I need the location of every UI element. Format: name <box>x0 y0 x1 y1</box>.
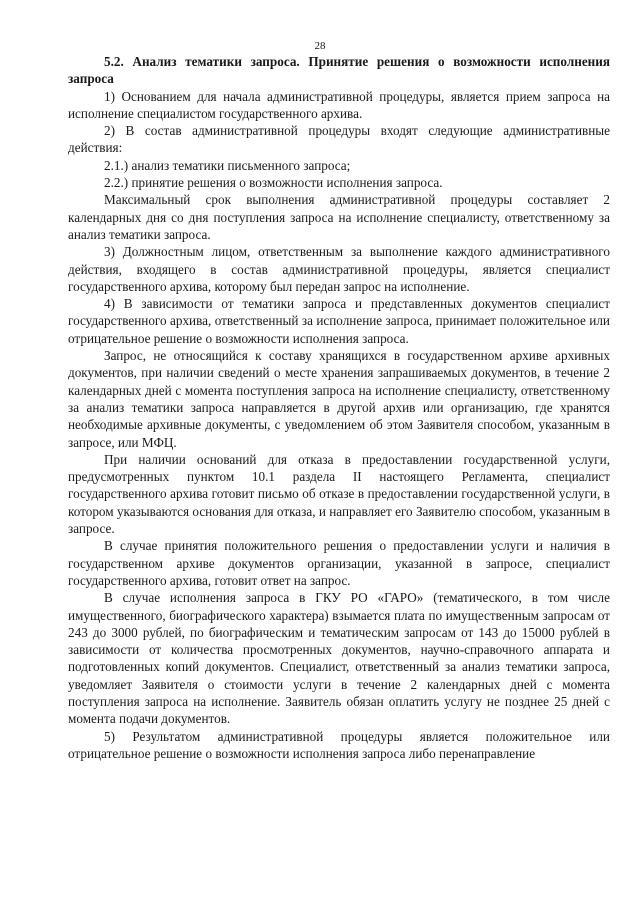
paragraph-item-1-basis: 1) Основанием для начала административной процедуры, является прием запроса на исполнение специалистом государственного архива. <box>68 88 610 121</box>
paragraph-fees: В случае исполнения запроса в ГКУ РО «ГАРО» (тематического, в том числе имущественного, биографического характера) взымается плата по имущественным запросам от 243 до 3000 рублей, по биографическим и тематическим запросам от 143 до 15000 рублей в зависимости от количества просмотренных документов, научно-справочного аппарата и подготовленных копий документов. Специалист, ответственный за анализ тематики запроса, уведомляет Заявителя о стоимости услуги в течение 2 календарных дней с момента поступления запроса на исполнение. Заявитель обязан оплатить услугу не позднее 25 дней с момента подачи документов. <box>68 590 610 727</box>
paragraph-positive-decision: В случае принятия положительного решения о предоставлении услуги и наличия в государственном архиве документов организации, указанной в запросе, специалист государственного архива, готовит ответ на запрос. <box>68 538 610 588</box>
paragraph-max-duration: Максимальный срок выполнения административной процедуры составляет 2 календарных дня со дня поступления запроса на исполнение специалисту, ответственному за анализ тематики запроса. <box>68 192 610 242</box>
section-heading: 5.2. Анализ тематики запроса. Принятие решения о возможности исполнения запроса <box>68 54 610 87</box>
paragraph-subitem-2-1: 2.1.) анализ тематики письменного запроса; <box>104 157 351 173</box>
paragraph-item-5-result: 5) Результатом административной процедуры является положительное или отрицательное решение о возможности исполнения запроса либо перенаправление <box>68 728 610 761</box>
paragraph-item-3-responsible: 3) Должностным лицом, ответственным за выполнение каждого административного действия, входящего в состав административной процедуры, является специалист государственного архива, которому был передан запрос на исполнение. <box>68 244 610 294</box>
paragraph-subitem-2-2: 2.2.) принятие решения о возможности исполнения запроса. <box>104 175 443 191</box>
page-number: 28 <box>314 40 326 52</box>
paragraph-refusal: При наличии оснований для отказа в предоставлении государственной услуги, предусмотренных пунктом 10.1 раздела II настоящего Регламента, специалист государственного архива готовит письмо об отказе в предоставлении государственной услуги, в котором указываются основания для отказа, и направляет его Заявителю способом, указанным в запросе. <box>68 451 610 537</box>
page-body <box>68 53 610 762</box>
paragraph-redirect-request: Запрос, не относящийся к составу хранящихся в государственном архиве архивных документов, при наличии сведений о месте хранения запрашиваемых документов, в течение 2 календарных дней с момента поступления запроса на исполнение специалисту, ответственному за анализ тематики запроса направляется в другой архив или организацию, где хранятся необходимые архивные документы, с уведомлением об этом Заявителя способом, указанным в запросе, или МФЦ. <box>68 348 610 450</box>
paragraph-item-2-composition: 2) В состав административной процедуры входят следующие административные действия: <box>68 123 610 156</box>
paragraph-item-4-decision: 4) В зависимости от тематики запроса и представленных документов специалист государственного архива, ответственный за исполнение запроса, принимает положительное или отрицательное решение о возможности исполнения запроса. <box>68 296 610 346</box>
